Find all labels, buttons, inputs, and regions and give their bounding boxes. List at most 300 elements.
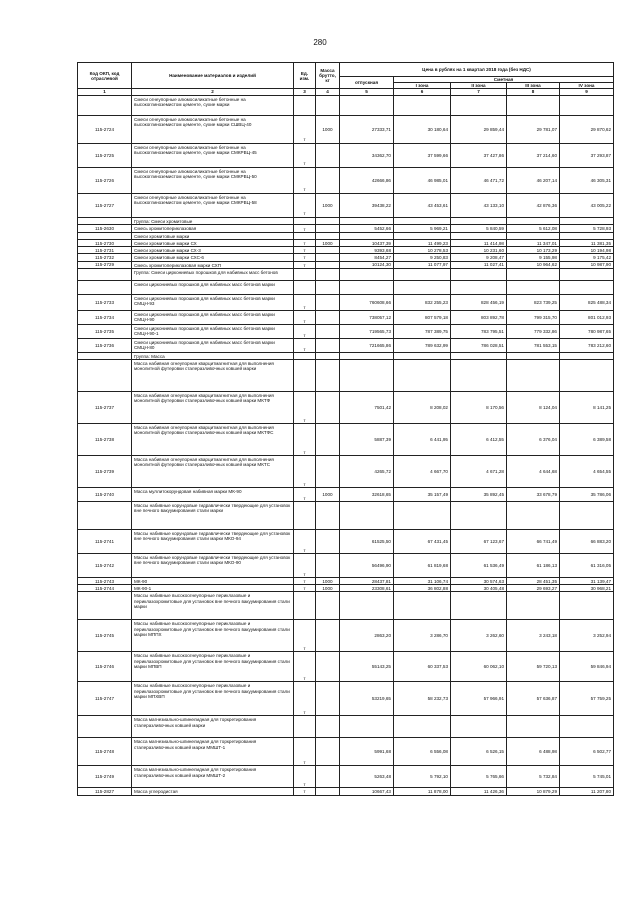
row-price-zone3: 5 732,84 [507, 766, 560, 788]
row-price-zone4 [560, 232, 614, 239]
column-number: 7 [451, 89, 507, 95]
row-price-zone2 [451, 232, 507, 239]
row-price-release: 5452,66 [340, 224, 394, 232]
row-price-zone3: 28 451,35 [507, 578, 560, 585]
table-row [78, 247, 614, 254]
table-row [78, 95, 614, 115]
row-price-zone4 [560, 360, 614, 392]
row-price-zone1: 807 579,18 [394, 310, 451, 324]
row-name: Массы набивные высокоогнеупорные периклазовые и периклазохромитовые для установок вне печного вакуумирования стали марки МПВП [132, 652, 294, 682]
row-price-zone3: 11 347,01 [507, 240, 560, 247]
row-name: Масса набивная огнеупорная кварцитмагнитная для выполнения монолитной футеровки сталеразливочных ковшей марки [132, 360, 294, 392]
row-price-release [340, 95, 394, 115]
row-price-zone2 [451, 217, 507, 224]
row-price-zone1: 789 632,99 [394, 338, 451, 352]
row-price-zone2 [451, 352, 507, 359]
row-price-zone2 [451, 360, 507, 392]
row-price-zone4: 30 968,21 [560, 585, 614, 592]
row-price-zone4: 825 488,34 [560, 294, 614, 310]
row-mass [316, 360, 340, 392]
row-price-zone2 [451, 502, 507, 530]
row-price-zone1: 30 180,64 [394, 115, 451, 143]
row-price-zone3: 4 644,68 [507, 456, 560, 488]
row-mass [316, 682, 340, 716]
row-name: Масса углеродистая [132, 788, 294, 795]
row-unit [294, 592, 316, 620]
row-unit: т [294, 247, 316, 254]
row-mass [316, 294, 340, 310]
row-price-zone2 [451, 280, 507, 294]
row-price-zone2: 11 426,36 [451, 788, 507, 795]
row-price-zone3: 57 636,87 [507, 682, 560, 716]
row-price-zone4: 59 846,94 [560, 652, 614, 682]
row-price-zone3: 781 553,15 [507, 338, 560, 352]
row-price-zone2: 29 859,44 [451, 115, 507, 143]
row-price-zone4: 4 654,55 [560, 456, 614, 488]
row-price-zone4 [560, 95, 614, 115]
row-price-release: 34362,70 [340, 143, 394, 167]
row-code: 115-2742 [78, 554, 132, 578]
row-price-release [340, 268, 394, 280]
row-price-zone3: 42 876,36 [507, 193, 560, 217]
row-price-release [340, 352, 394, 359]
row-price-release [340, 217, 394, 224]
row-price-zone3: 823 739,25 [507, 294, 560, 310]
row-mass [316, 224, 340, 232]
row-price-zone2: 5 840,59 [451, 224, 507, 232]
table-row [78, 360, 614, 392]
row-price-zone1: 6 441,95 [394, 424, 451, 456]
row-price-zone4: 6 502,77 [560, 738, 614, 766]
row-mass [316, 247, 340, 254]
row-mass [316, 217, 340, 224]
row-price-zone4: 6 389,58 [560, 424, 614, 456]
row-price-zone1 [394, 95, 451, 115]
table-row [78, 682, 614, 716]
row-unit: т [294, 167, 316, 193]
row-price-zone2: 11 414,98 [451, 240, 507, 247]
row-price-zone4: 780 987,65 [560, 324, 614, 338]
table-row [78, 240, 614, 247]
row-name: Смеси циркониевых порошков для набивных масс бетонов марки СМЦН-90-1 [132, 324, 294, 338]
row-name: Смеси хромитовые марки СХС-6 [132, 254, 294, 261]
row-price-zone1 [394, 592, 451, 620]
row-code [78, 95, 132, 115]
row-name: Группа: Смеси хромитовые [132, 217, 294, 224]
table-row [78, 788, 614, 795]
table-row [78, 592, 614, 620]
row-unit: т [294, 585, 316, 592]
row-price-zone4: 9 175,42 [560, 254, 614, 261]
row-unit: т [294, 578, 316, 585]
row-price-zone2: 35 892,45 [451, 488, 507, 502]
row-mass [316, 392, 340, 424]
row-mass [316, 424, 340, 456]
header-name: Наименование материалов и изделий [132, 63, 294, 89]
row-price-zone1: 58 232,73 [394, 682, 451, 716]
row-price-zone4: 10 987,90 [560, 261, 614, 268]
table-row [78, 280, 614, 294]
row-price-zone1: 61 819,68 [394, 554, 451, 578]
row-code: 115-2745 [78, 620, 132, 652]
row-code: 115-2731 [78, 247, 132, 254]
row-mass [316, 788, 340, 795]
table-row [78, 530, 614, 554]
row-mass [316, 620, 340, 652]
row-price-zone4 [560, 280, 614, 294]
row-price-zone4 [560, 592, 614, 620]
row-name: Масса магнезиально-шпинелидная для торкретирования сталеразливочных ковшей марки ММШТ-2 [132, 766, 294, 788]
row-name: Масса магнезиально-шпинелидная для торкретирования сталеразливочных ковшей марки [132, 716, 294, 738]
table-body [78, 95, 614, 795]
row-code: 115-2739 [78, 456, 132, 488]
row-unit: т [294, 115, 316, 143]
row-unit: т [294, 254, 316, 261]
row-mass [316, 310, 340, 324]
row-unit: т [294, 338, 316, 352]
row-code [78, 360, 132, 392]
row-price-zone2: 5 765,66 [451, 766, 507, 788]
row-name: Массы набивные высокоогнеупорные периклазовые и периклазохромитовые для установок вне печного вакуумирования стали марки МПХВП [132, 682, 294, 716]
row-price-zone3: 29 693,27 [507, 585, 560, 592]
row-name: Смеси циркониевых порошков для набивных масс бетонов марки СМЦН-90 [132, 310, 294, 324]
row-mass [316, 95, 340, 115]
row-name: Массы набивные корундовые гидравлически твердеющие для установок вне печного вакуумирования стали марки [132, 502, 294, 530]
row-unit: т [294, 240, 316, 247]
row-price-zone2 [451, 95, 507, 115]
row-code: 115-2630 [78, 224, 132, 232]
row-mass [316, 324, 340, 338]
row-code [78, 232, 132, 239]
table-row [78, 338, 614, 352]
row-mass: 1000 [316, 115, 340, 143]
table-row [78, 224, 614, 232]
row-mass [316, 530, 340, 554]
header-zone3: III зона [507, 83, 560, 89]
row-price-zone1: 11 878,00 [394, 788, 451, 795]
row-price-zone3: 8 124,04 [507, 392, 560, 424]
row-price-zone4 [560, 217, 614, 224]
row-unit: т [294, 392, 316, 424]
page-number: 280 [313, 38, 327, 47]
row-price-release: 760608,66 [340, 294, 394, 310]
row-unit: т [294, 554, 316, 578]
row-code [78, 502, 132, 530]
header-zone2: II зона [451, 83, 507, 89]
row-code: 115-2729 [78, 261, 132, 268]
row-name: Массы набивные высокоогнеупорные периклазовые и периклазохромитовые для установок вне печного вакуумирования стали марки МППХ [132, 620, 294, 652]
row-code: 115-2738 [78, 424, 132, 456]
row-unit [294, 268, 316, 280]
table-row [78, 456, 614, 488]
row-mass [316, 254, 340, 261]
row-price-release: 5887,39 [340, 424, 394, 456]
row-price-release: 9393,68 [340, 247, 394, 254]
row-code: 115-2733 [78, 294, 132, 310]
row-price-release: 738057,12 [340, 310, 394, 324]
table-row [78, 554, 614, 578]
row-price-zone2: 6 412,55 [451, 424, 507, 456]
row-unit [294, 280, 316, 294]
table-row [78, 585, 614, 592]
row-price-zone4: 66 883,20 [560, 530, 614, 554]
row-name: МК-90-1 [132, 585, 294, 592]
row-name: Массы набивные корундовые гидравлически твердеющие для установок вне печного вакуумирования стали марки МКО-94 [132, 530, 294, 554]
row-price-zone4: 5 728,93 [560, 224, 614, 232]
column-number: 2 [132, 89, 294, 95]
table-row [78, 620, 614, 652]
row-name: МК-90 [132, 578, 294, 585]
row-price-zone4 [560, 268, 614, 280]
row-unit: т [294, 738, 316, 766]
row-unit: т [294, 143, 316, 167]
row-price-zone4: 783 212,60 [560, 338, 614, 352]
row-price-zone3: 61 186,13 [507, 554, 560, 578]
row-price-zone2 [451, 716, 507, 738]
row-price-zone1 [394, 280, 451, 294]
row-unit: т [294, 224, 316, 232]
table-row [78, 716, 614, 738]
row-price-zone2: 43 133,10 [451, 193, 507, 217]
row-price-zone3 [507, 217, 560, 224]
price-table [77, 62, 614, 796]
row-price-zone3 [507, 232, 560, 239]
row-price-release: 61525,50 [340, 530, 394, 554]
row-mass: 1000 [316, 193, 340, 217]
row-price-zone2 [451, 592, 507, 620]
row-price-release: 4265,72 [340, 456, 394, 488]
row-price-zone3 [507, 360, 560, 392]
row-name: Смеси циркониевых порошков для набивных масс бетонов марки СМЦН-80 [132, 338, 294, 352]
row-price-release: 5991,68 [340, 738, 394, 766]
row-price-zone1 [394, 360, 451, 392]
row-code [78, 716, 132, 738]
row-price-zone3 [507, 592, 560, 620]
row-price-zone3 [507, 95, 560, 115]
header-unit: Ед. изм. [294, 63, 316, 89]
table-row [78, 488, 614, 502]
row-name: Группа: Масса [132, 352, 294, 359]
row-price-release [340, 592, 394, 620]
row-mass [316, 766, 340, 788]
header-code: Код ОКП, код отраслевой [78, 63, 132, 89]
row-price-zone2: 8 170,56 [451, 392, 507, 424]
row-price-zone3: 5 612,08 [507, 224, 560, 232]
table-row [78, 167, 614, 193]
row-unit [294, 95, 316, 115]
row-price-zone3: 6 488,98 [507, 738, 560, 766]
row-price-zone2: 828 456,19 [451, 294, 507, 310]
row-unit: т [294, 488, 316, 502]
row-name: Масса набивная огнеупорная кварцитмагнитная для выполнения монолитной футеровки сталеразливочных ковшей марки МКТС [132, 456, 294, 488]
table-row [78, 268, 614, 280]
row-price-zone1 [394, 716, 451, 738]
row-price-zone3: 779 332,86 [507, 324, 560, 338]
table-row [78, 502, 614, 530]
row-price-zone1: 832 255,23 [394, 294, 451, 310]
row-name: Масса муллитокорундовая набивная марки МК-90 [132, 488, 294, 502]
table-row [78, 294, 614, 310]
row-mass [316, 143, 340, 167]
row-mass [316, 652, 340, 682]
row-price-zone1: 9 250,83 [394, 254, 451, 261]
row-mass [316, 592, 340, 620]
row-mass [316, 456, 340, 488]
row-name: Смеси огнеупорные алюмосиликатные бетонные на высокоглиноземистом цементе, сухие марки СМКРВЦ-50 [132, 167, 294, 193]
row-price-release [340, 232, 394, 239]
row-price-release [340, 502, 394, 530]
row-mass [316, 716, 340, 738]
row-mass: 1000 [316, 585, 340, 592]
row-price-zone3: 33 678,79 [507, 488, 560, 502]
row-unit [294, 352, 316, 359]
row-price-zone2: 4 671,28 [451, 456, 507, 488]
row-price-zone4: 31 139,47 [560, 578, 614, 585]
row-unit: т [294, 294, 316, 310]
row-price-release: 32618,65 [340, 488, 394, 502]
table-row [78, 766, 614, 788]
row-mass [316, 268, 340, 280]
row-price-zone3: 46 207,14 [507, 167, 560, 193]
row-price-zone1 [394, 217, 451, 224]
column-number: 3 [294, 89, 316, 95]
row-price-zone1: 67 431,45 [394, 530, 451, 554]
row-price-zone3: 29 781,07 [507, 115, 560, 143]
row-price-zone2: 6 526,15 [451, 738, 507, 766]
row-price-release: 28437,81 [340, 578, 394, 585]
row-price-zone1: 10 278,53 [394, 247, 451, 254]
row-price-zone3: 10 173,29 [507, 247, 560, 254]
row-code: 115-2736 [78, 338, 132, 352]
row-price-zone1: 4 667,70 [394, 456, 451, 488]
table-row [78, 115, 614, 143]
row-price-zone2: 57 966,91 [451, 682, 507, 716]
row-price-zone4: 35 786,06 [560, 488, 614, 502]
row-price-zone3: 66 741,49 [507, 530, 560, 554]
row-unit: т [294, 193, 316, 217]
row-price-zone1: 31 106,74 [394, 578, 451, 585]
row-price-release: 10124,30 [340, 261, 394, 268]
row-mass: 1000 [316, 578, 340, 585]
row-price-release: 56496,90 [340, 554, 394, 578]
row-code: 115-2737 [78, 392, 132, 424]
table-row [78, 352, 614, 359]
row-price-zone4: 57 759,25 [560, 682, 614, 716]
row-price-zone4: 11 381,35 [560, 240, 614, 247]
row-unit: т [294, 310, 316, 324]
row-price-zone1: 46 985,01 [394, 167, 451, 193]
table-row [78, 424, 614, 456]
table-row [78, 143, 614, 167]
row-unit [294, 502, 316, 530]
row-unit: т [294, 652, 316, 682]
column-number: 9 [560, 89, 614, 95]
row-price-zone4: 29 870,62 [560, 115, 614, 143]
row-price-zone2: 30 574,63 [451, 578, 507, 585]
row-price-zone1: 11 077,97 [394, 261, 451, 268]
row-price-release: 53219,65 [340, 682, 394, 716]
row-name: Смесь хромитопериклазовая марки СХП [132, 261, 294, 268]
row-price-zone1: 60 337,53 [394, 652, 451, 682]
row-price-zone4: 8 141,25 [560, 392, 614, 424]
row-price-release: 721665,86 [340, 338, 394, 352]
row-mass [316, 502, 340, 530]
table-row [78, 261, 614, 268]
row-code: 115-2741 [78, 530, 132, 554]
row-code: 115-2827 [78, 788, 132, 795]
row-price-zone3: 10 964,62 [507, 261, 560, 268]
row-code: 115-2743 [78, 578, 132, 585]
row-price-zone1 [394, 232, 451, 239]
table-row [78, 193, 614, 217]
row-price-release: 7501,42 [340, 392, 394, 424]
row-price-zone3: 3 243,18 [507, 620, 560, 652]
row-code: 115-2746 [78, 652, 132, 682]
row-code: 115-2740 [78, 488, 132, 502]
row-price-release: 719565,73 [340, 324, 394, 338]
row-price-zone1 [394, 502, 451, 530]
row-price-zone3: 59 720,13 [507, 652, 560, 682]
row-price-release [340, 360, 394, 392]
row-price-zone4: 46 305,31 [560, 167, 614, 193]
row-price-zone2: 61 536,49 [451, 554, 507, 578]
row-price-zone2: 67 123,67 [451, 530, 507, 554]
row-mass [316, 338, 340, 352]
row-price-zone2 [451, 268, 507, 280]
table-row [78, 652, 614, 682]
row-mass [316, 352, 340, 359]
row-mass: 1000 [316, 240, 340, 247]
row-unit [294, 217, 316, 224]
row-price-zone1: 36 802,88 [394, 585, 451, 592]
row-price-zone2: 37 427,86 [451, 143, 507, 167]
row-code: 115-2727 [78, 193, 132, 217]
row-price-release: 23308,61 [340, 585, 394, 592]
row-code: 115-2744 [78, 585, 132, 592]
row-price-release: 5263,48 [340, 766, 394, 788]
row-price-zone1: 5 792,10 [394, 766, 451, 788]
row-price-zone4: 5 745,01 [560, 766, 614, 788]
row-price-zone1: 35 157,49 [394, 488, 451, 502]
table-row [78, 232, 614, 239]
row-price-zone2: 3 262,60 [451, 620, 507, 652]
row-price-zone4 [560, 716, 614, 738]
row-price-zone3: 9 155,98 [507, 254, 560, 261]
row-price-release: 2863,20 [340, 620, 394, 652]
row-code: 115-2724 [78, 115, 132, 143]
column-number: 4 [316, 89, 340, 95]
row-unit: т [294, 620, 316, 652]
row-price-zone1: 6 556,08 [394, 738, 451, 766]
row-price-zone4: 11 207,80 [560, 788, 614, 795]
row-price-zone4 [560, 352, 614, 359]
row-price-release: 10437,39 [340, 240, 394, 247]
header-estimate: Сметная [394, 77, 614, 83]
row-name: Смеси циркониевых порошков для набивных масс бетонов марки [132, 280, 294, 294]
row-code: 115-2749 [78, 766, 132, 788]
row-price-zone4: 43 005,22 [560, 193, 614, 217]
header-price-title: Цена в рублях на 1 квартал 2018 года (без НДС) [340, 63, 614, 77]
column-number: 8 [507, 89, 560, 95]
row-price-zone1: 8 208,02 [394, 392, 451, 424]
header-zone1: I зона [394, 83, 451, 89]
row-name: Смеси огнеупорные алюмосиликатные бетонные на высокоглиноземистом цементе, сухие марки [132, 95, 294, 115]
row-price-zone4: 10 194,98 [560, 247, 614, 254]
column-number: 6 [394, 89, 451, 95]
row-unit: т [294, 682, 316, 716]
row-code: 115-2747 [78, 682, 132, 716]
row-price-zone4: 61 316,05 [560, 554, 614, 578]
